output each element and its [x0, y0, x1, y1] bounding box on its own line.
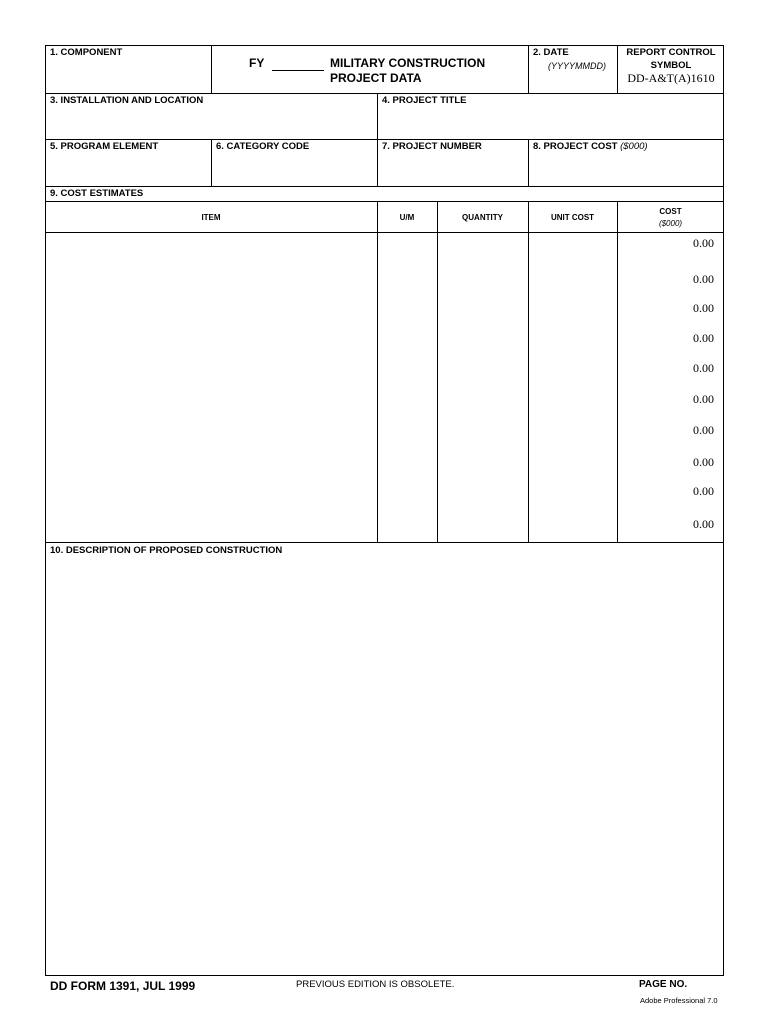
- cost-value[interactable]: 0.00: [693, 301, 714, 315]
- divider-row5-b: [377, 140, 378, 186]
- col-divider-unitcost: [528, 201, 529, 543]
- component-field[interactable]: [50, 62, 205, 88]
- cost-header-top: [45, 201, 724, 202]
- fy-label: FY: [249, 56, 265, 70]
- col-header-cost: COST: [659, 207, 682, 216]
- rcs-label-line1: REPORT CONTROL: [626, 47, 716, 58]
- page-no-label: PAGE NO.: [639, 979, 688, 990]
- cost-estimates-label: 9. COST ESTIMATES: [50, 188, 144, 199]
- component-box-bottom: [45, 93, 211, 94]
- cost-value[interactable]: 0.00: [693, 484, 714, 498]
- project-cost-field[interactable]: [533, 158, 718, 180]
- category-code-label: 6. CATEGORY CODE: [216, 141, 310, 152]
- program-element-field[interactable]: [50, 158, 205, 180]
- cost-value[interactable]: 0.00: [693, 361, 714, 375]
- row5-bottom: [45, 186, 724, 187]
- cost-value[interactable]: 0.00: [693, 455, 714, 469]
- project-number-label: 7. PROJECT NUMBER: [382, 141, 482, 152]
- col-divider-cost: [617, 201, 618, 543]
- project-number-field[interactable]: [382, 158, 522, 180]
- cost-value[interactable]: 0.00: [693, 272, 714, 286]
- project-cost-label-text: 8. PROJECT COST: [533, 141, 618, 152]
- form-title-line2: PROJECT DATA: [330, 71, 422, 85]
- description-field[interactable]: [50, 562, 718, 968]
- divider-row5-c: [528, 140, 529, 186]
- fy-field[interactable]: [272, 70, 324, 71]
- col-header-unit-cost: UNIT COST: [550, 213, 595, 222]
- installation-label: 3. INSTALLATION AND LOCATION: [50, 95, 204, 106]
- col-header-item: ITEM: [201, 213, 221, 222]
- col-divider-um: [377, 201, 378, 543]
- installation-field[interactable]: [50, 110, 370, 134]
- title-box-bottom: [211, 93, 529, 94]
- cost-value[interactable]: 0.00: [693, 392, 714, 406]
- software-note: Adobe Professional 7.0: [640, 996, 718, 1005]
- divider-row5-a: [211, 140, 212, 186]
- program-element-label: 5. PROGRAM ELEMENT: [50, 141, 159, 152]
- date-format-hint: (YYYYMMDD): [548, 61, 606, 71]
- divider-date: [528, 45, 529, 93]
- date-box-bottom: [528, 93, 724, 94]
- divider-component: [211, 45, 212, 93]
- category-code-field[interactable]: [216, 158, 371, 180]
- col-header-um: U/M: [399, 213, 415, 222]
- cost-value[interactable]: 0.00: [693, 517, 714, 531]
- cost-value[interactable]: 0.00: [693, 236, 714, 250]
- col-header-quantity: QUANTITY: [462, 213, 503, 222]
- date-label: 2. DATE: [533, 47, 569, 58]
- cost-header-bottom: [45, 232, 724, 233]
- form-title-line1: MILITARY CONSTRUCTION: [330, 56, 486, 70]
- col-divider-qty: [437, 201, 438, 543]
- col-header-cost-unit: ($000): [658, 219, 683, 228]
- row3-bottom: [45, 139, 724, 140]
- rcs-label-line2: SYMBOL: [650, 60, 692, 71]
- project-title-field[interactable]: [382, 110, 717, 134]
- cost-value[interactable]: 0.00: [693, 331, 714, 345]
- rcs-value: DD-A&T(A)1610: [627, 71, 715, 85]
- divider-row3: [377, 93, 378, 140]
- date-field[interactable]: [533, 74, 613, 90]
- edition-note: PREVIOUS EDITION IS OBSOLETE.: [296, 979, 455, 990]
- project-cost-label: [533, 141, 648, 152]
- project-title-label: 4. PROJECT TITLE: [382, 95, 467, 106]
- cost-table-bottom: [45, 542, 724, 543]
- project-cost-unit: ($000): [620, 141, 648, 152]
- form-id: DD FORM 1391, JUL 1999: [50, 979, 196, 993]
- description-label: 10. DESCRIPTION OF PROPOSED CONSTRUCTION: [50, 545, 283, 556]
- cost-value[interactable]: 0.00: [693, 423, 714, 437]
- component-label: 1. COMPONENT: [50, 47, 123, 58]
